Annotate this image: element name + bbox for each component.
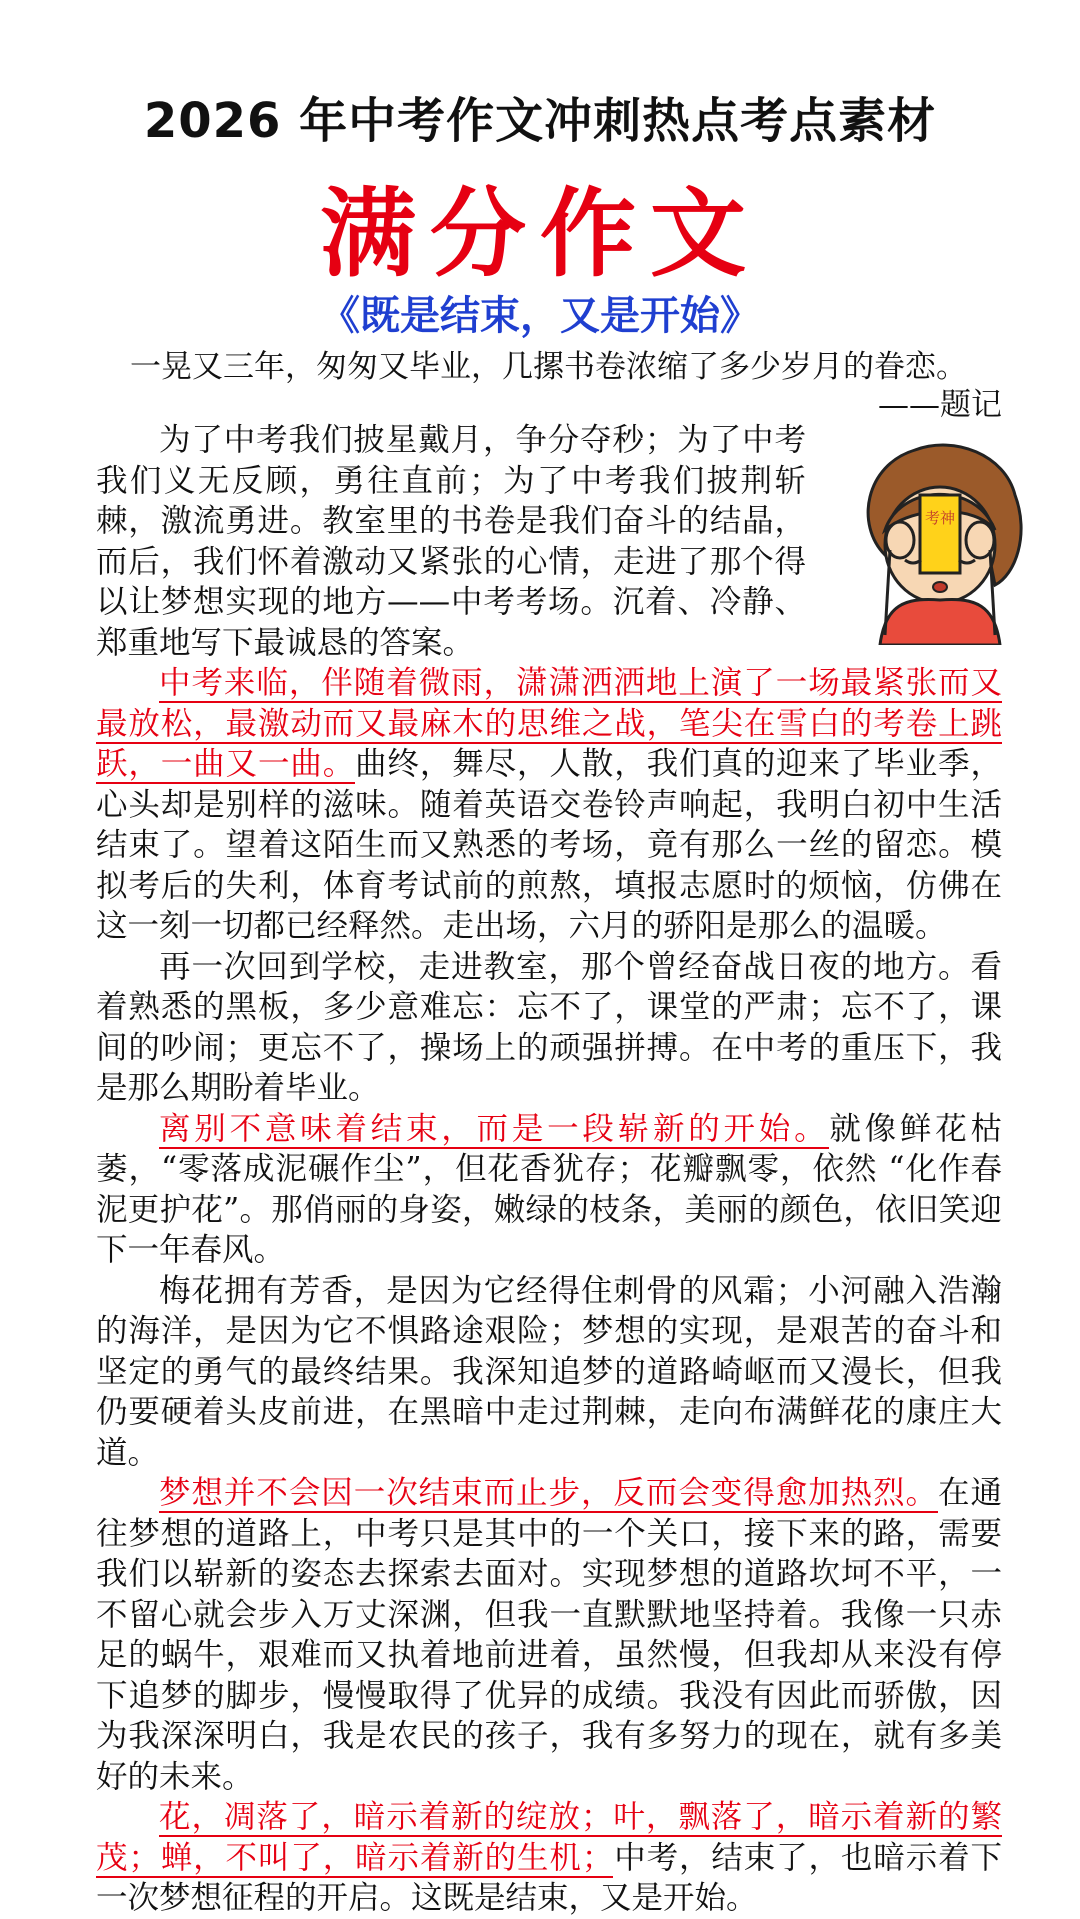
highlighted-sentence: 离别不意味着结束，而是一段崭新的开始。: [159, 1110, 830, 1147]
charm-text: 考神: [924, 509, 956, 527]
highlighted-sentence: 花，凋落了，暗示着新的绽放；叶，飘落了，暗示着新的繁茂；蝉，不叫了，暗示着新的生机；: [96, 1799, 1002, 1876]
paragraph-text: 曲终，舞尽，人散，我们真的迎来了毕业季，心头却是别样的滋味。随着英语交卷铃声响起，我明白初中生活结束了。望着这陌生而又熟悉的考场，竟有那么一丝的留恋。模拟考后的失利，体育考试前的煎熬，填报志愿时的烦恼，仿佛在这一刻一切都已经释然。走出场，六月的骄阳是那么的温暖。: [96, 746, 1002, 944]
main-title: 满分作文: [320, 178, 760, 290]
highlighted-sentence: 中考来临，伴随着微雨，潇潇洒洒地上演了一场最紧张而又最放松，最激动而又最麻木的思维之战，笔尖在雪白的考卷上跳跃，一曲又一曲。: [96, 665, 1002, 782]
essay-body: [96, 420, 1002, 1919]
page-header-title: 2026 年中考作文冲刺热点考点素材: [143, 93, 937, 149]
epigraph-signature: ——题记: [878, 387, 1002, 423]
paragraph-5: 梅花拥有芳香，是因为它经得住刺骨的风霜；小河融入浩瀚的海洋，是因为它不惧路途艰险；梦想的实现，是艰苦的奋斗和坚定的勇气的最终结果。我深知追梦的道路崎岖而又漫长，但我仍要硬着头皮前进，在黑暗中走过荆棘，走向布满鲜花的康庄大道。: [96, 1272, 1002, 1471]
paragraph-6: [96, 1473, 1002, 1797]
paragraph-7: [96, 1797, 1002, 1919]
paragraph-text: 中考，结束了，也暗示着下一次梦想征程的开启。这既是结束，又是开始。: [96, 1839, 1002, 1916]
highlighted-sentence: 梦想并不会因一次结束而止步，反而会变得愈加热烈。: [159, 1475, 939, 1511]
essay-title: 《既是结束，又是开始》: [320, 292, 760, 339]
paragraph-4: [96, 1109, 1002, 1271]
paragraph-3: 再一次回到学校，走进教室，那个曾经奋战日夜的地方。看着熟悉的黑板，多少意难忘：忘不了，课堂的严肃；忘不了，课间的吵闹；更忘不了，操场上的顽强拼搏。在中考的重压下，我是那么期盼着毕业。: [96, 948, 1002, 1106]
paragraph-text: 就像鲜花枯萎，“零落成泥碾作尘”，但花香犹存；花瓣飘零，依然 “化作春泥更护花”。那俏丽的身姿，嫩绿的枝条，美丽的颜色，依旧笑迎下一年春风。: [96, 1110, 1002, 1268]
paragraph-1: 为了中考我们披星戴月，争分夺秒；为了中考我们义无反顾，勇往直前；为了中考我们披荆斩棘，激流勇进。教室里的书卷是我们奋斗的结晶，而后，我们怀着激动又紧张的心情，走进了那个得以让梦想实现的地方——中考考场。沉着、冷静、郑重地写下最诚恳的答案。: [96, 422, 806, 661]
paragraph-text: 在通往梦想的道路上，中考只是其中的一个关口，接下来的路，需要我们以崭新的姿态去探索去面对。实现梦想的道路坎坷不平，一不留心就会步入万丈深渊，但我一直默默地坚持着。我像一只赤足的蜗牛，艰难而又执着地前进着，虽然慢，但我却从来没有停下追梦的脚步，慢慢取得了优异的成绩。我没有因此而骄傲，因为我深深明白，我是农民的孩子，我有多努力的现在，就有多美好的未来。: [96, 1475, 1002, 1795]
epigraph: 一晃又三年，匆匆又毕业，几摞书卷浓缩了多少岁月的眷恋。: [130, 349, 967, 385]
paragraph-2: [96, 663, 1002, 947]
